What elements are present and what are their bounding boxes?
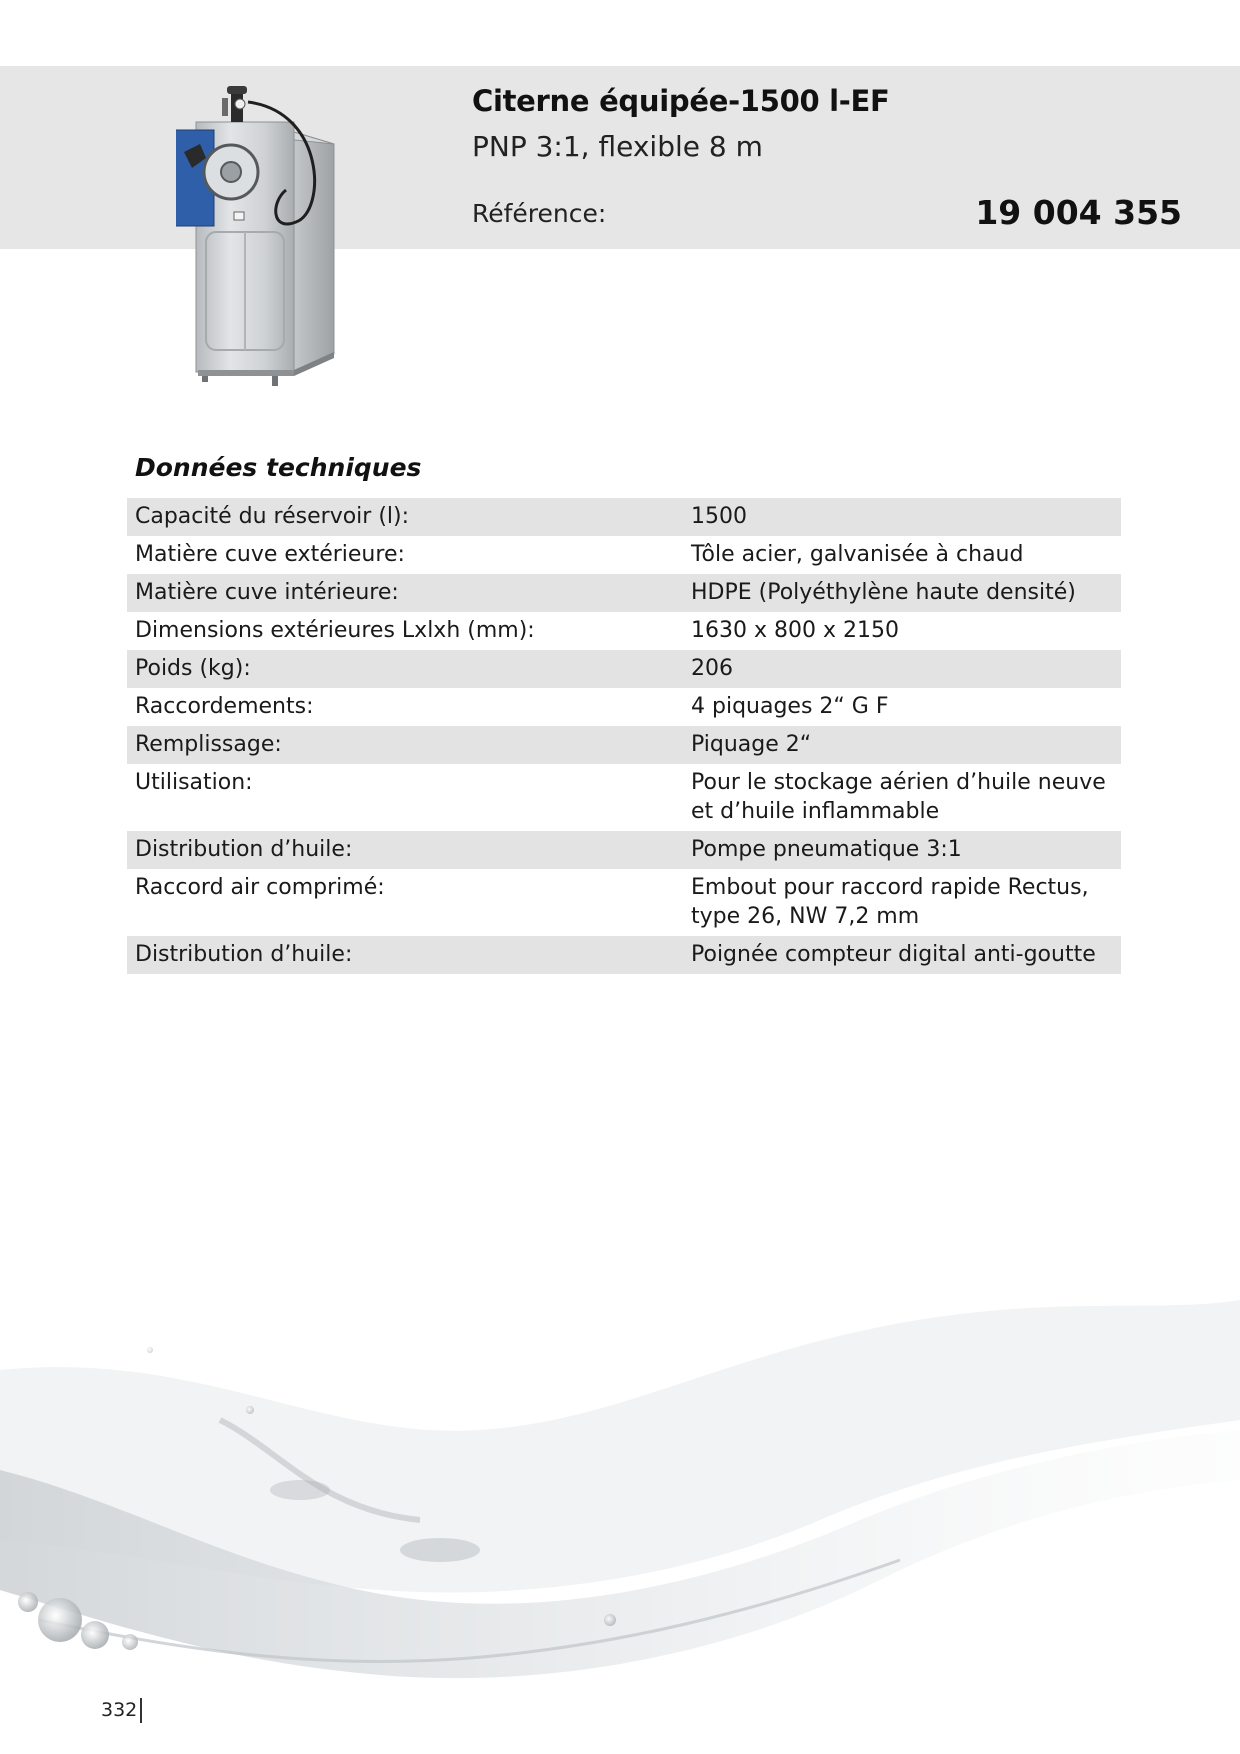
spec-value: 4 piquages 2“ G F — [691, 694, 889, 719]
spec-value: 206 — [691, 656, 733, 681]
spec-row — [127, 726, 1121, 764]
product-title: Citerne équipée-1500 l-EF — [472, 84, 890, 118]
product-subtitle: PNP 3:1, flexible 8 m — [472, 130, 763, 163]
spec-label: Matière cuve intérieure: — [135, 580, 399, 605]
spec-value: 1630 x 800 x 2150 — [691, 618, 899, 643]
spec-value: Pour le stockage aérien d’huile neuve et d’huile inflammable — [691, 770, 1106, 824]
spec-label: Distribution d’huile: — [135, 942, 353, 967]
spec-value: HDPE (Polyéthylène haute densité) — [691, 580, 1076, 605]
spec-value: 1500 — [691, 504, 747, 529]
spec-label: Dimensions extérieures Lxlxh (mm): — [135, 618, 535, 643]
spec-row — [127, 831, 1121, 869]
spec-label: Capacité du réservoir (l): — [135, 504, 410, 529]
tank-product-image — [176, 82, 376, 402]
spec-table — [127, 498, 1121, 974]
spec-value: Tôle acier, galvanisée à chaud — [691, 542, 1024, 567]
reference-number: 19 004 355 — [975, 193, 1182, 232]
section-title-technical-data: Données techniques — [135, 453, 422, 482]
spec-row — [127, 869, 1121, 936]
reference-label: Référence: — [472, 199, 607, 228]
spec-label: Matière cuve extérieure: — [135, 542, 405, 567]
page-number: 332 — [101, 1699, 138, 1721]
page-number-divider — [140, 1698, 142, 1723]
spec-label: Distribution d’huile: — [135, 837, 353, 862]
spec-row — [127, 936, 1121, 974]
spec-row — [127, 574, 1121, 612]
spec-value: Poignée compteur digital anti-goutte — [691, 942, 1096, 967]
spec-label: Utilisation: — [135, 770, 253, 795]
spec-row — [127, 650, 1121, 688]
spec-row — [127, 612, 1121, 650]
spec-row — [127, 764, 1121, 831]
spec-value: Piquage 2“ — [691, 732, 812, 757]
spec-row — [127, 498, 1121, 536]
spec-label: Remplissage: — [135, 732, 282, 757]
spec-row — [127, 688, 1121, 726]
water-splash-decoration — [0, 1290, 1240, 1710]
spec-value: Embout pour raccord rapide Rectus, type 26, NW 7,2 mm — [691, 875, 1089, 929]
spec-row — [127, 536, 1121, 574]
spec-label: Poids (kg): — [135, 656, 251, 681]
spec-label: Raccordements: — [135, 694, 314, 719]
spec-value: Pompe pneumatique 3:1 — [691, 837, 962, 862]
spec-label: Raccord air comprimé: — [135, 875, 385, 900]
